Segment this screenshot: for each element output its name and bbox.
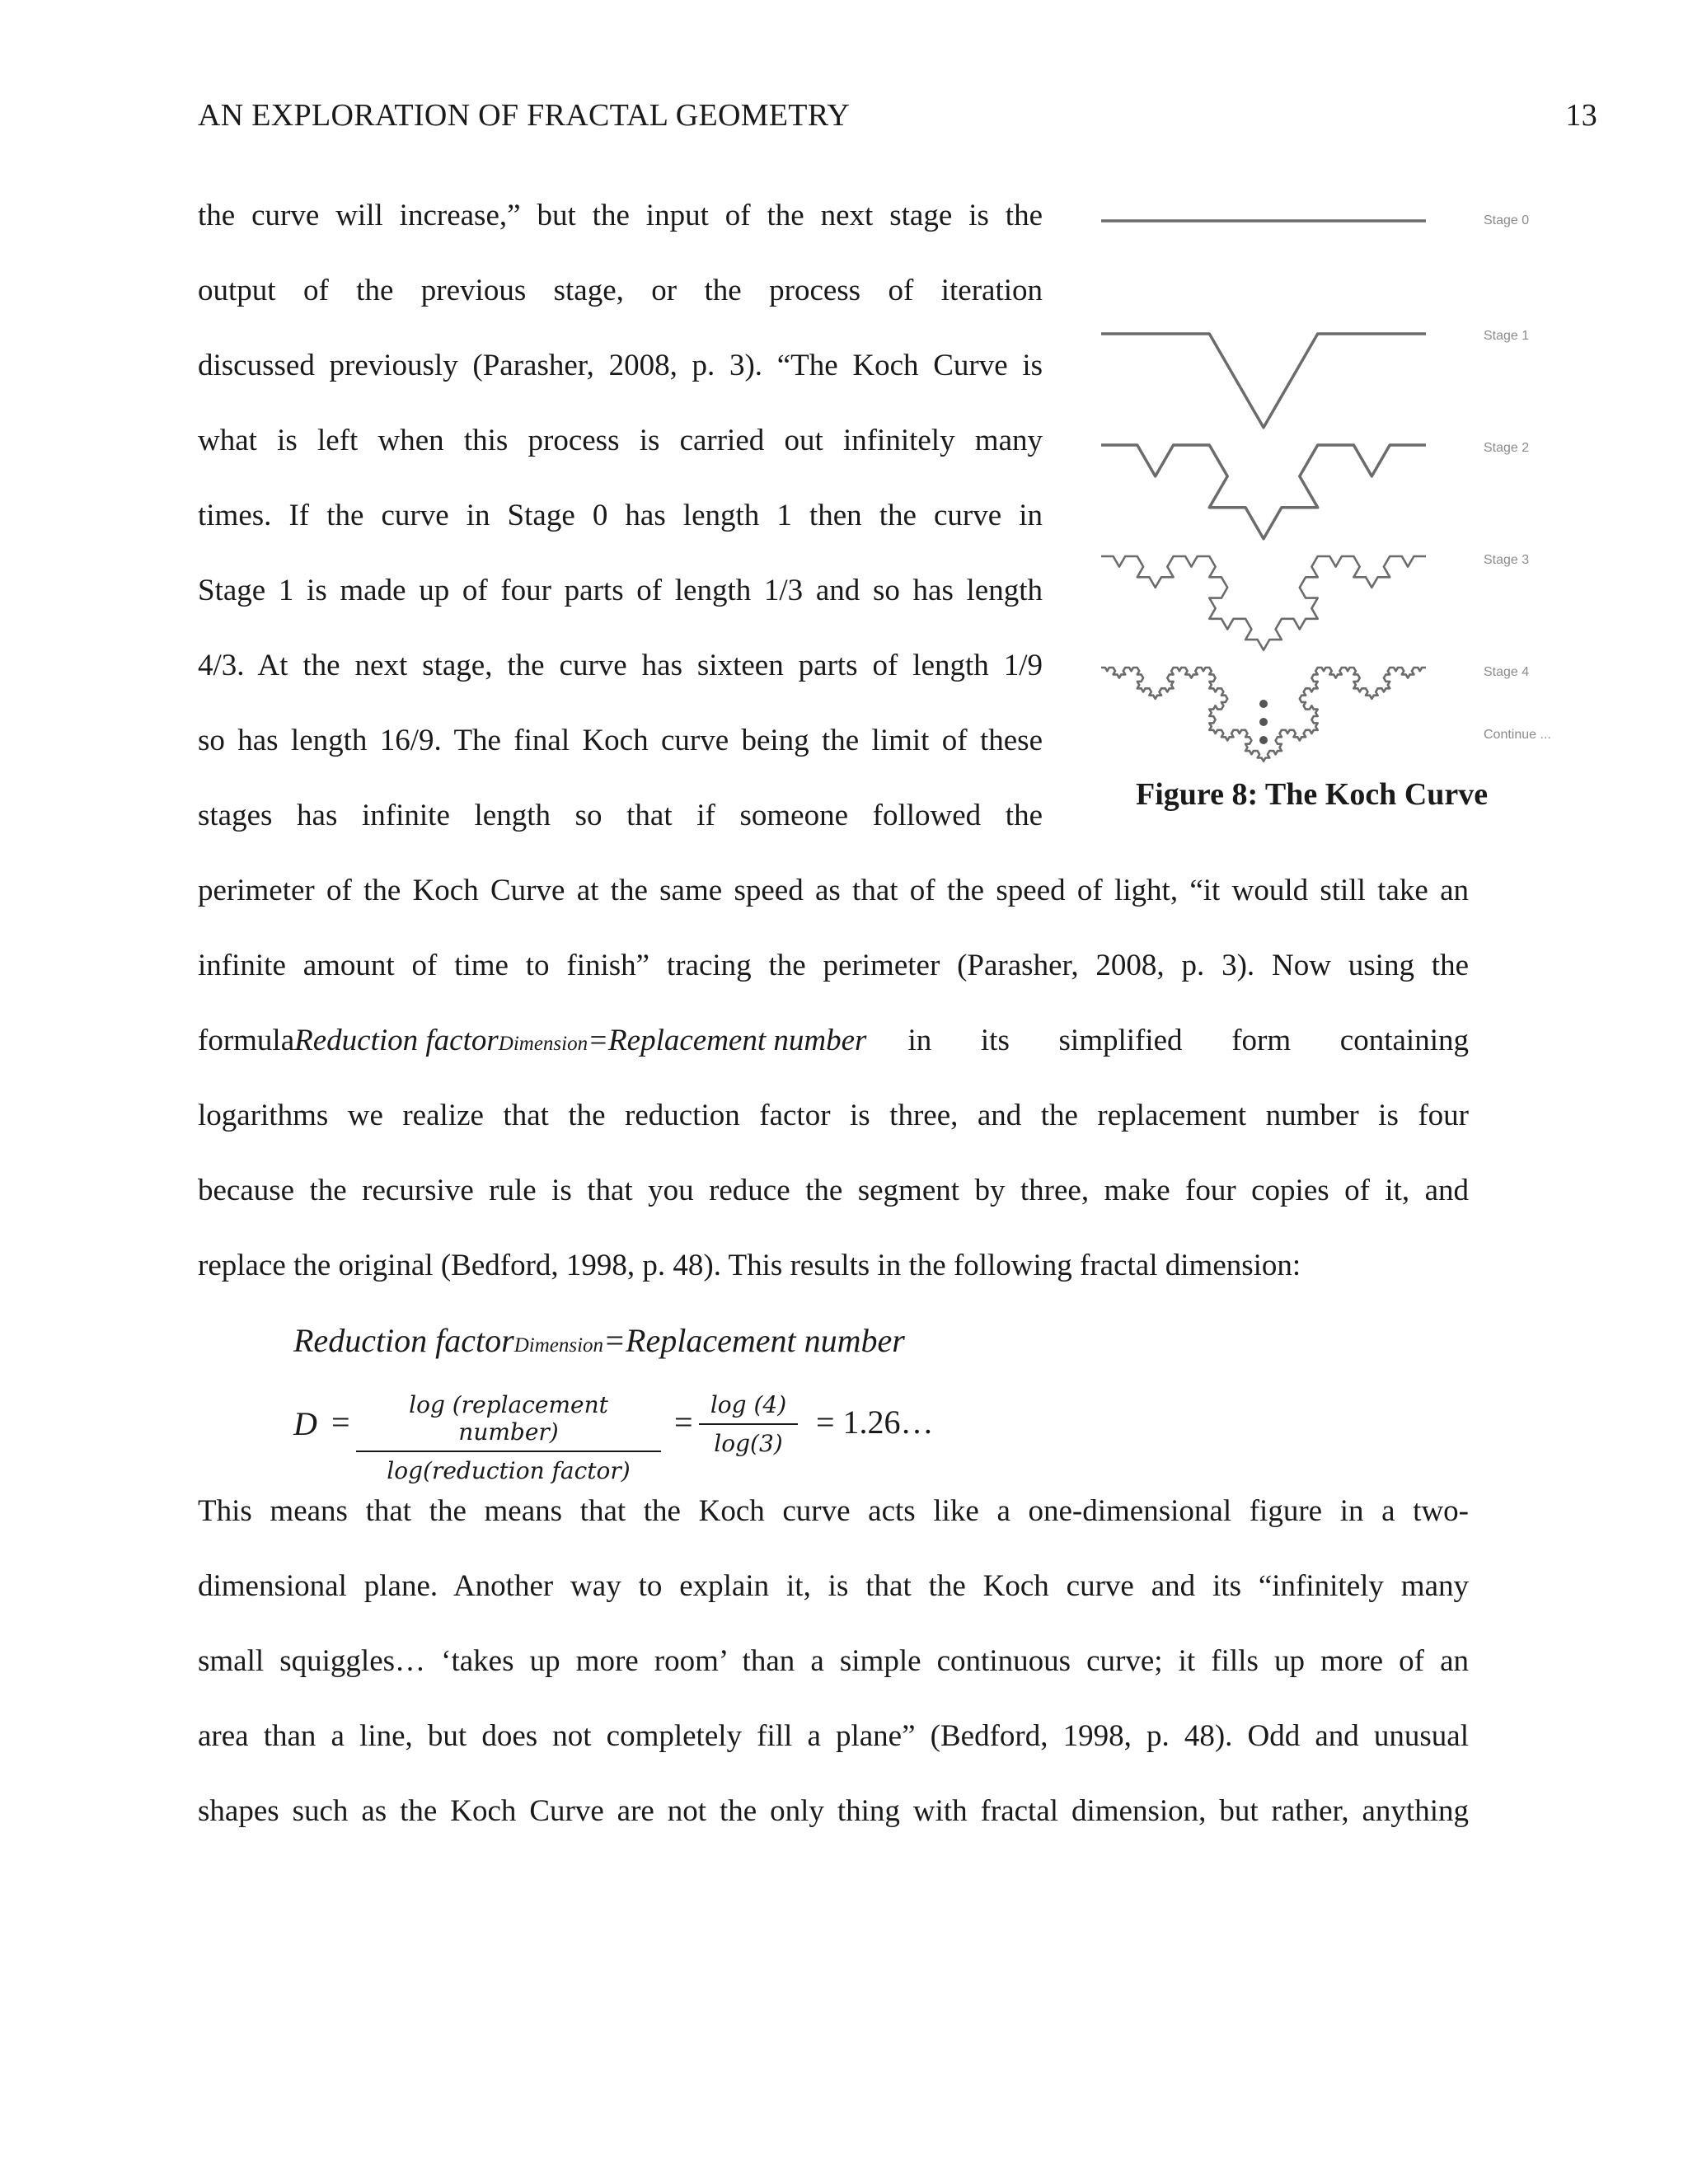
eq-result: = 1.26… [816,1404,934,1441]
formula-line [198,1023,1469,1058]
fraction-numerator: log (replacement number) [356,1391,661,1452]
body-line: replace the original (Bedford, 1998, p. 48). This results in the following fractal dimension: [198,1249,1301,1282]
body-line: This means that the means that the Koch curve acts like a one-dimensional figure in a two- [198,1494,1469,1528]
eq-equals-sign: = [674,1404,693,1441]
body-line: discussed previously (Parasher, 2008, p. 3). “The Koch Curve is [198,349,1043,382]
figure-caption: Figure 8: The Koch Curve [1136,777,1489,812]
body-line: the curve will increase,” but the input of the next stage is the [198,199,1043,232]
fraction-log-values [699,1391,798,1457]
eq-d-symbol: D [293,1405,317,1442]
body-line: stages has infinite length so that if someone followed the [198,799,1043,832]
inline-formula [294,1023,866,1058]
koch-curve-figure [1096,190,1591,783]
body-line: times. If the curve in Stage 0 has length 1 then the curve in [198,499,1043,532]
body-line: dimensional plane. Another way to explain it, is that the Koch curve and its “infinitely many [198,1569,1469,1603]
stage-label: Stage 1 [1484,329,1530,343]
body-line: small squiggles… ‘takes up more room’ than a simple continuous curve; it fills up more of an [198,1644,1469,1678]
eq-equals-sign: = [331,1404,350,1441]
stage-label: Stage 4 [1484,665,1530,679]
inline-formula-term1: Reduction factor [294,1024,499,1057]
koch-stage-3-curve [1101,556,1426,650]
body-line: Stage 1 is made up of four parts of length 1/3 and so has length [198,574,1043,607]
body-line: 4/3. At the next stage, the curve has sixteen parts of length 1/9 [198,649,1043,682]
koch-stage-2-curve [1101,445,1426,539]
stage-label: Stage 2 [1484,441,1530,455]
eq1-term1: Reduction factor [293,1322,514,1359]
continuation-dot [1259,718,1268,726]
stage-label: Continue ... [1484,728,1551,742]
body-line: so has length 16/9. The final Koch curve being the limit of these [198,724,1043,757]
body-line: because the recursive rule is that you reduce the segment by three, make four copies of it, and [198,1174,1469,1207]
eq1-exponent: Dimension [513,1334,604,1357]
formula-line-tail: in its simplified form containing [907,1024,1469,1057]
running-head: AN EXPLORATION OF FRACTAL GEOMETRY [198,98,851,133]
body-line: perimeter of the Koch Curve at the same speed as that of the speed of light, “it would still take an [198,874,1469,907]
inline-formula-exponent: Dimension [498,1033,588,1055]
body-line: shapes such as the Koch Curve are not the only thing with fractal dimension, but rather, anything [198,1794,1469,1828]
fraction-log-ratio [356,1391,661,1484]
formula-word: formula [198,1024,295,1057]
body-line: area than a line, but does not completely fill a plane” (Bedford, 1998, p. 48). Odd and unusual [198,1719,1469,1753]
continuation-dot [1259,736,1268,744]
fraction-numerator: log (4) [699,1391,798,1425]
continuation-dot [1259,700,1268,708]
body-line: output of the previous stage, or the process of iteration [198,274,1043,307]
eq1-term2: =Replacement number [603,1322,905,1359]
body-line: what is left when this process is carried out infinitely many [198,424,1043,457]
inline-formula-term2: =Replacement number [588,1024,867,1057]
equation-dimension [293,1391,1035,1482]
equation-power-law [293,1321,905,1360]
koch-stage-1-curve [1101,334,1426,428]
fraction-denominator: log(reduction factor) [387,1457,631,1484]
fraction-denominator: log(3) [714,1430,783,1457]
koch-curve-diagram [1096,190,1591,766]
body-line: logarithms we realize that the reduction factor is three, and the replacement number is four [198,1099,1469,1132]
body-line: infinite amount of time to finish” tracing the perimeter (Parasher, 2008, p. 3). Now using the [198,949,1469,982]
koch-stage-4-curve [1101,668,1426,762]
stage-label: Stage 3 [1484,553,1530,567]
page-number: 13 [1565,98,1597,133]
stage-label: Stage 0 [1484,213,1530,227]
